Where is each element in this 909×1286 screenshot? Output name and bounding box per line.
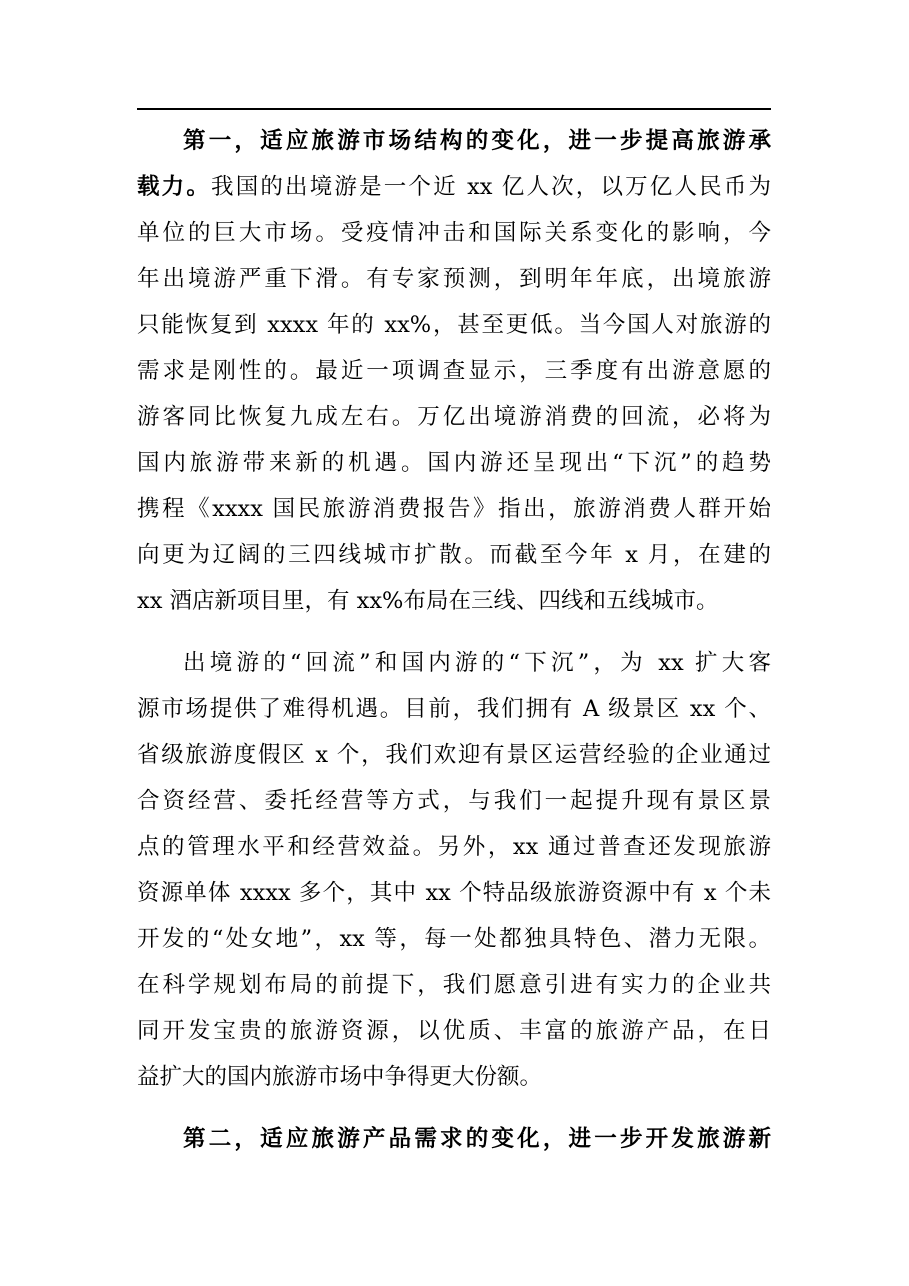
paragraph-line: 在科学规划布局的前提下，我们愿意引进有实力的企业共 — [137, 972, 771, 998]
section-heading-1 — [183, 124, 771, 158]
paragraph-line: 益扩大的国内旅游市场中争得更大份额。 — [137, 1064, 543, 1090]
paragraph-line: 开发的“处女地”，xx 等，每一处都独具特色、潜力无限。 — [137, 926, 771, 952]
paragraph-line: 携程《xxxx 国民旅游消费报告》指出，旅游消费人群开始 — [137, 496, 771, 522]
paragraph-line: 需求是刚性的。最近一项调查显示，三季度有出游意愿的 — [137, 358, 771, 384]
paragraph-line: 合资经营、委托经营等方式，与我们一起提升现有景区景 — [137, 788, 771, 814]
section-heading-2 — [183, 1122, 771, 1156]
header-rule — [137, 108, 771, 110]
body-text: 我国的出境游是一个近 xx 亿人次，以万亿人民币为 — [211, 174, 771, 200]
paragraph-line: 游客同比恢复九成左右。万亿出境游消费的回流，必将为 — [137, 404, 771, 430]
paragraph-line — [137, 170, 771, 204]
paragraph-line: 向更为辽阔的三四线城市扩散。而截至今年 x 月，在建的 — [137, 542, 771, 568]
heading-text: 载力。 — [137, 174, 212, 200]
paragraph-line: xx 酒店新项目里，有 xx%布局在三线、四线和五线城市。 — [137, 588, 719, 614]
paragraph-line: 点的管理水平和经营效益。另外，xx 通过普查还发现旅游 — [137, 834, 771, 860]
paragraph-line: 单位的巨大市场。受疫情冲击和国际关系变化的影响，今 — [137, 220, 771, 246]
heading-text: 第一，适应旅游市场结构的变化，进一步提高旅游承 — [183, 128, 771, 154]
paragraph-line: 同开发宝贵的旅游资源，以优质、丰富的旅游产品，在日 — [137, 1018, 771, 1044]
paragraph-line: 省级旅游度假区 x 个，我们欢迎有景区运营经验的企业通过 — [137, 742, 771, 768]
heading-text: 第二，适应旅游产品需求的变化，进一步开发旅游新 — [183, 1126, 771, 1152]
paragraph-line: 年出境游严重下滑。有专家预测，到明年年底，出境旅游 — [137, 266, 771, 292]
paragraph-line: 源市场提供了难得机遇。目前，我们拥有 A 级景区 xx 个、 — [137, 696, 771, 722]
paragraph-line: 只能恢复到 xxxx 年的 xx%，甚至更低。当今国人对旅游的 — [137, 312, 771, 338]
paragraph-line: 国内旅游带来新的机遇。国内游还呈现出“下沉”的趋势 — [137, 450, 771, 476]
paragraph-line: 资源单体 xxxx 多个，其中 xx 个特品级旅游资源中有 x 个未 — [137, 880, 771, 906]
paragraph-line: 出境游的“回流”和国内游的“下沉”，为 xx 扩大客 — [183, 650, 771, 676]
